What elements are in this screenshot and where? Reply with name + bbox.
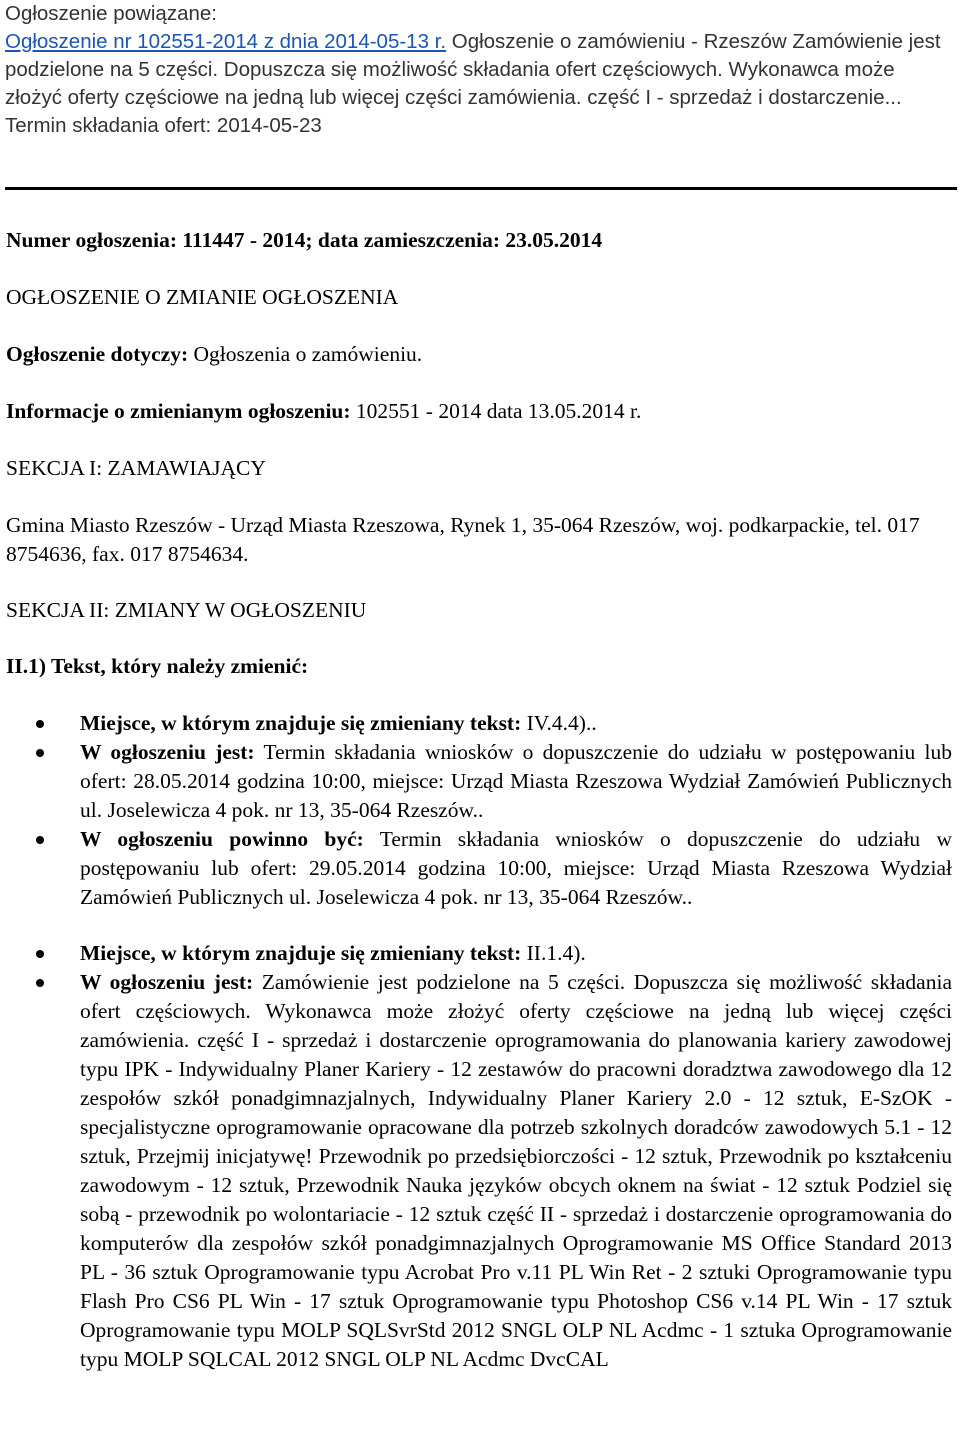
- notice-title: OGŁOSZENIE O ZMIANIE OGŁOSZENIA: [6, 285, 399, 309]
- section2-title: SEKCJA II: ZMIANY W OGŁOSZENIU: [6, 598, 367, 622]
- bullet-icon: [36, 979, 44, 987]
- related-notice-block: [5, 0, 945, 140]
- concerns-line: [6, 340, 952, 369]
- horizontal-divider: [5, 187, 957, 190]
- info-label: Informacje o zmienianym ogłoszeniu:: [6, 399, 351, 423]
- related-heading: Ogłoszenie powiązane:: [5, 2, 217, 25]
- related-summary-text: Ogłoszenie o zamówieniu - Rzeszów Zamówienie jest podzielone na 5 części. Dopuszcza się możliwość składania ofert częściowych. Wykonawca może złożyć oferty częściowe na jedną lub więcej części zamówienia. część I - sprzedaż i dostarczenie...: [5, 30, 941, 109]
- changes-list-1: [6, 709, 952, 912]
- related-summary: [5, 28, 945, 112]
- related-notice-link[interactable]: Ogłoszenie nr 102551-2014 z dnia 2014-05-13 r.: [5, 30, 447, 53]
- section1-title: SEKCJA I: ZAMAWIAJĄCY: [6, 456, 266, 480]
- list-item: Miejsce, w którym znajduje się zmieniany tekst: IV.4.4)..: [6, 709, 952, 738]
- bullet-icon: [36, 720, 44, 728]
- related-deadline: Termin składania ofert: 2014-05-23: [5, 114, 322, 137]
- subsection-title: II.1) Tekst, który należy zmienić:: [6, 654, 309, 678]
- section1-body: Gmina Miasto Rzeszów - Urząd Miasta Rzeszowa, Rynek 1, 35-064 Rzeszów, woj. podkarpackie, tel. 017 8754636, fax. 017 8754634.: [6, 513, 920, 566]
- list-item: W ogłoszeniu powinno być: Termin składania wniosków o dopuszczenie do udziału w postępowaniu lub ofert: 29.05.2014 godzina 10:00, miejsce: Urząd Miasta Rzeszowa Wydział Zamówień Publicznych ul. Joselewicza 4 pok. nr 13, 35-064 Rzeszów..: [6, 825, 952, 912]
- list-item: Miejsce, w którym znajduje się zmieniany tekst: II.1.4).: [6, 939, 952, 968]
- notice-content: [6, 226, 952, 1374]
- list-item: W ogłoszeniu jest: Zamówienie jest podzielone na 5 części. Dopuszcza się możliwość składania ofert częściowych. Wykonawca może złożyć oferty częściowe na jedną lub więcej części zamówienia. część I - sprzedaż i dostarczenie oprogramowania do planowania kariery zawodowej typu IPK - Indywidualny Planer Kariery - 12 zestawów do pracowni doradztwa zawodowego dla 12 zespołów szkół ponadgimnazjalnych, Indywidualny Planer Kariery 2.0 - 12 sztuk, E-SzOK - specjalistyczne oprogramowanie opracowane dla potrzeb szkolnych doradców zawodowych 5.1 - 12 sztuk, Przejmij inicjatywę! Przewodnik po przedsiębiorczości - 12 sztuk, Przewodnik po kształceniu zawodowym - 12 sztuk, Przewodnik Nauka języków obcych oknem na świat - 12 sztuk Podziel się sobą - przewodnik po wolontariacie - 12 sztuk część II - sprzedaż i dostarczenie oprogramowania do komputerów dla zespołów szkół ponadgimnazjalnych Oprogramowanie MS Office Standard 2013 PL - 36 sztuk Oprogramowanie typu Acrobat Pro v.11 PL Win Ret - 2 sztuki Oprogramowanie typu Flash Pro CS6 PL Win - 17 sztuk Oprogramowanie typu Photoshop CS6 v.14 PL Win - 17 sztuk Oprogramowanie typu MOLP SQLSvrStd 2012 SNGL OLP NL Acdmc - 1 sztuka Oprogramowanie typu MOLP SQLCAL 2012 SNGL OLP NL Acdmc DvcCAL: [6, 968, 952, 1374]
- bullet-icon: [36, 950, 44, 958]
- concerns-value: Ogłoszenia o zamówieniu.: [188, 342, 423, 366]
- bullet-icon: [36, 836, 44, 844]
- changes-list-2: [6, 939, 952, 1374]
- list-item: W ogłoszeniu jest: Termin składania wniosków o dopuszczenie do udziału w postępowaniu lub ofert: 28.05.2014 godzina 10:00, miejsce: Urząd Miasta Rzeszowa Wydział Zamówień Publicznych ul. Joselewicza 4 pok. nr 13, 35-064 Rzeszów..: [6, 738, 952, 825]
- notice-number-line: Numer ogłoszenia: 111447 - 2014; data zamieszczenia: 23.05.2014: [6, 228, 603, 252]
- info-value: 102551 - 2014 data 13.05.2014 r.: [350, 399, 642, 423]
- bullet-icon: [36, 749, 44, 757]
- changed-notice-info: [6, 397, 952, 426]
- concerns-label: Ogłoszenie dotyczy:: [6, 342, 189, 366]
